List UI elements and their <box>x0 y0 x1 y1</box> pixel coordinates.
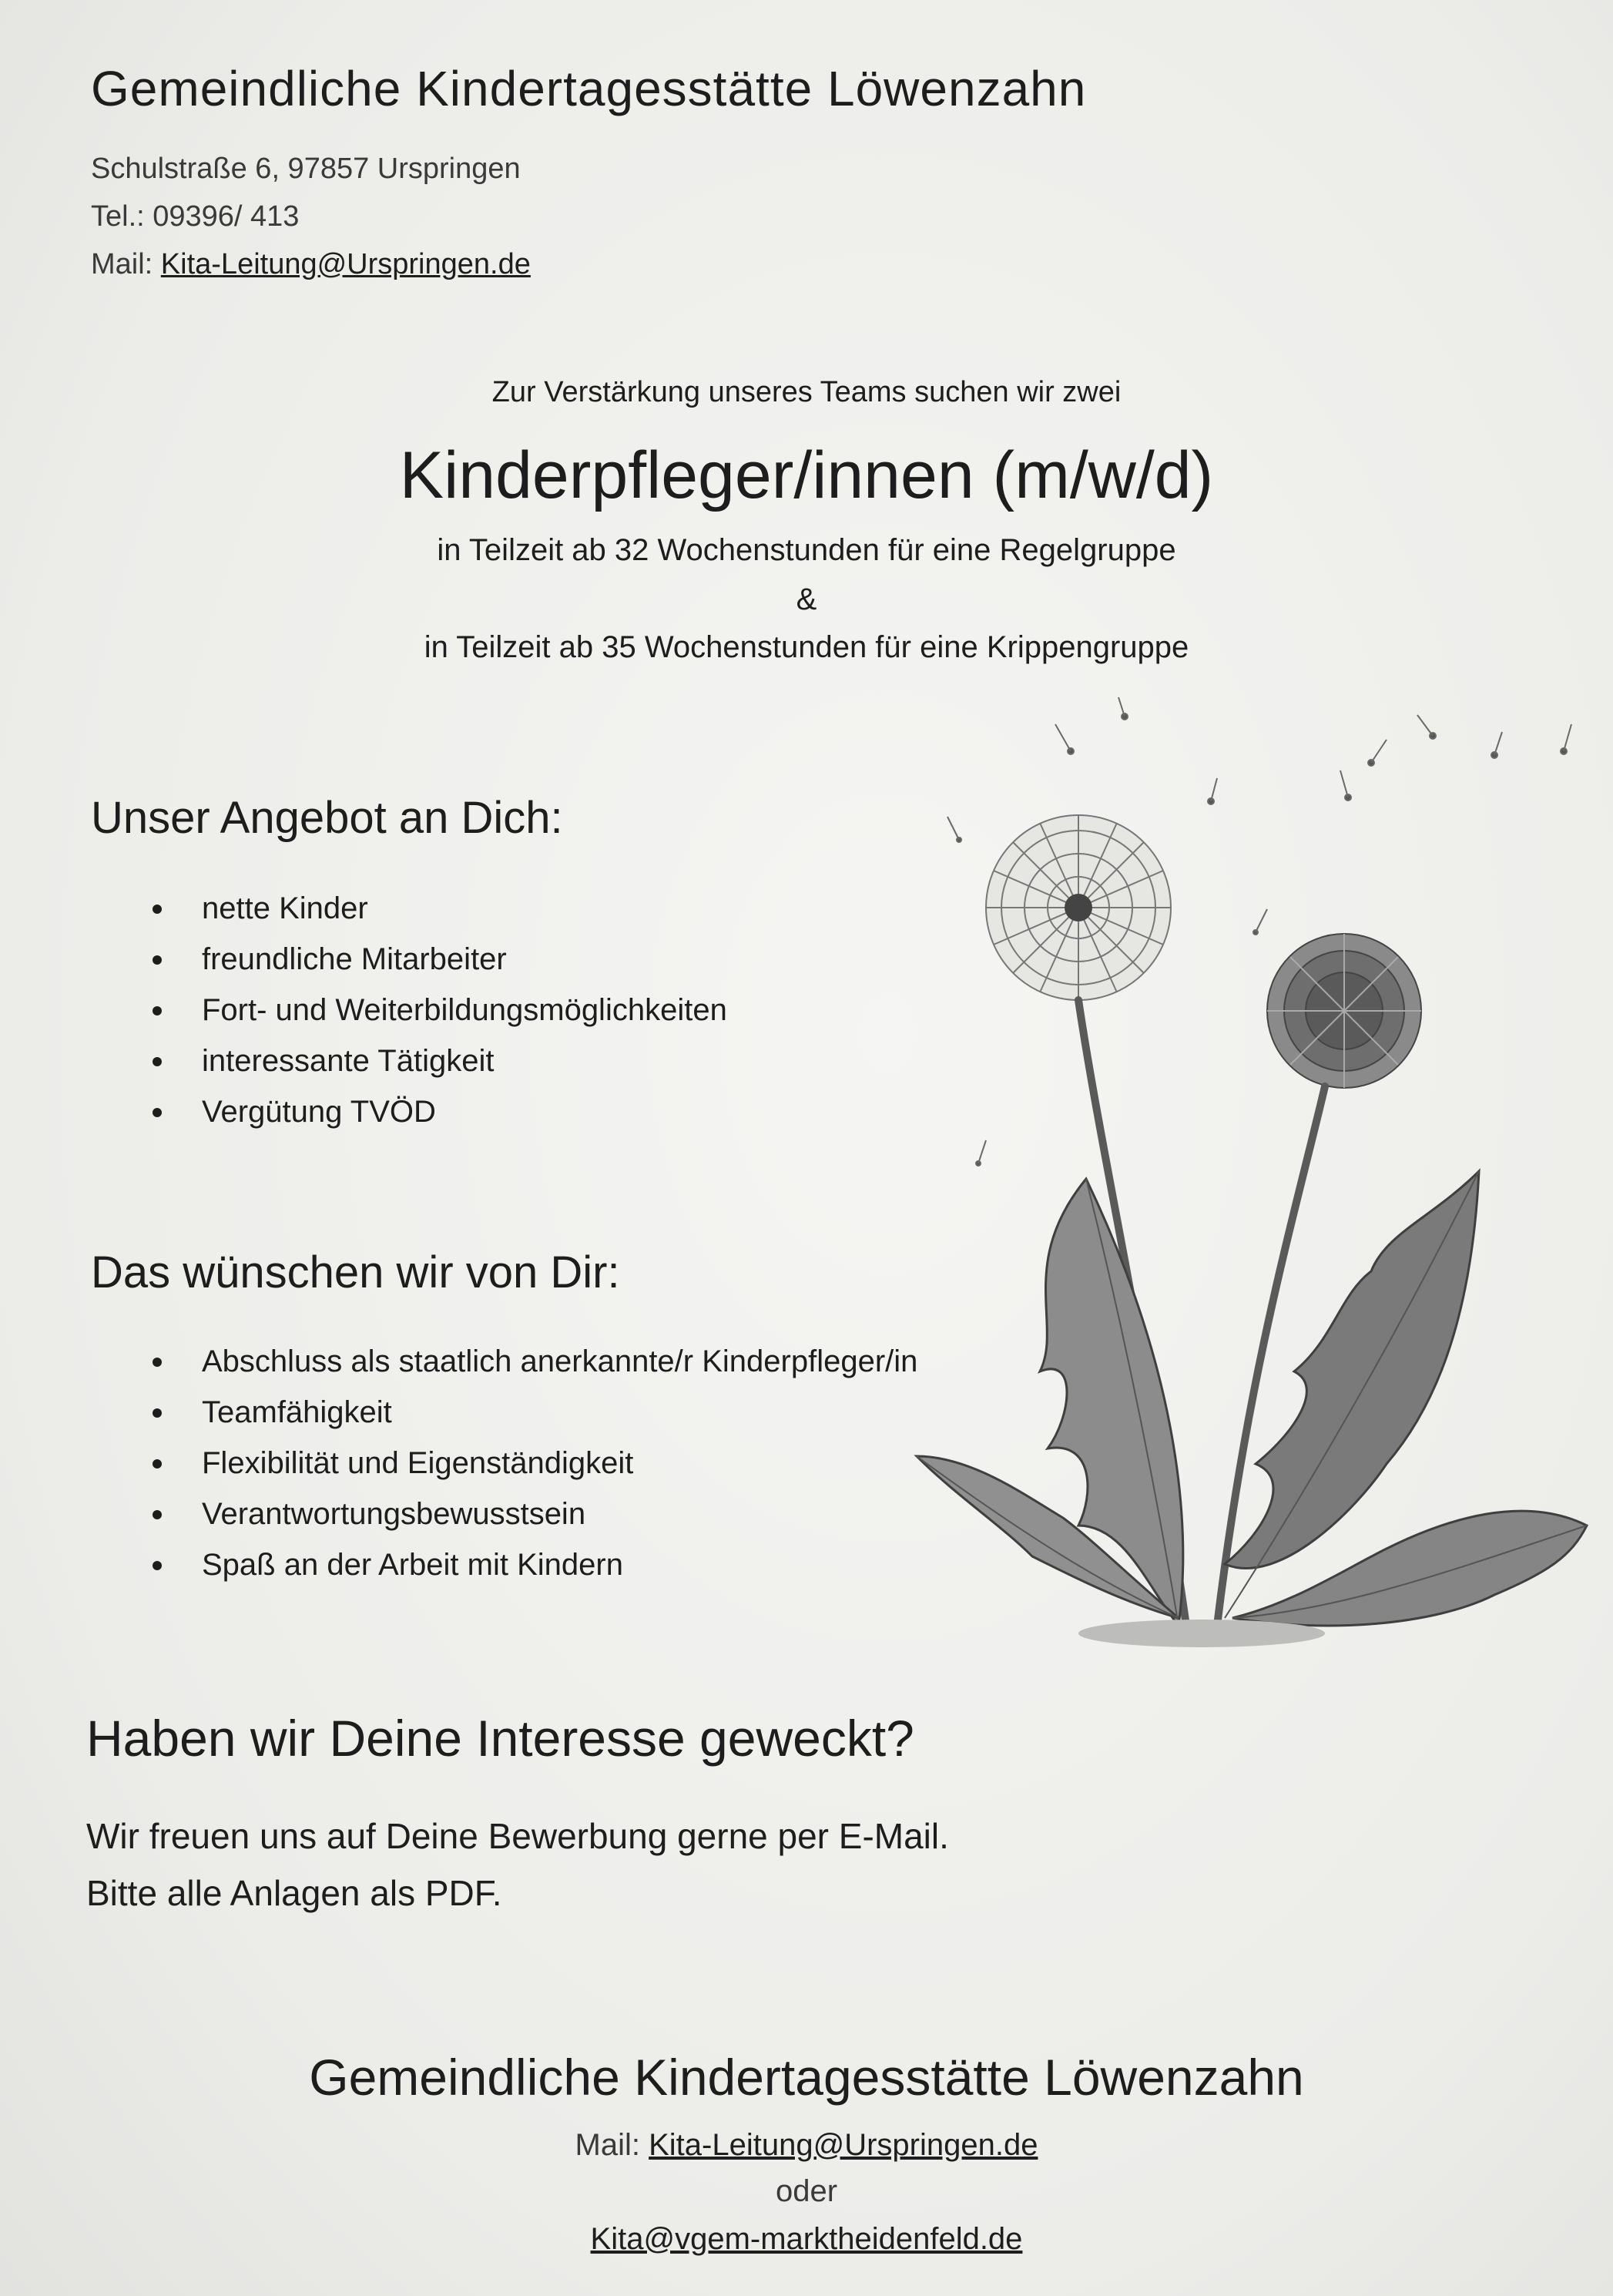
interest-line-2: Bitte alle Anlagen als PDF. <box>86 1873 502 1913</box>
job-line-2: in Teilzeit ab 35 Wochenstunden für eine Krippengruppe <box>424 630 1189 664</box>
footer-mail-label: Mail: <box>575 2128 649 2162</box>
bullet-icon <box>92 1086 202 1137</box>
wish-item-text: Flexibilität und Eigenständigkeit <box>202 1446 634 1480</box>
list-item <box>92 1036 727 1086</box>
wish-item-text: Verantwortungsbewusstsein <box>202 1497 586 1531</box>
list-item <box>92 1539 917 1590</box>
flower-head <box>1267 934 1421 1088</box>
address-block <box>91 145 531 288</box>
offer-heading: Unser Angebot an Dich: <box>91 793 563 843</box>
list-item <box>92 1086 727 1137</box>
job-line-1: in Teilzeit ab 32 Wochenstunden für eine Regelgruppe <box>437 533 1176 567</box>
offer-item-text: Vergütung TVÖD <box>202 1095 436 1129</box>
wish-item-text: Spaß an der Arbeit mit Kindern <box>202 1548 623 1582</box>
ground-shadow <box>1078 1620 1325 1647</box>
wishes-heading: Das wünschen wir von Dir: <box>91 1247 620 1297</box>
bullet-icon <box>92 1387 202 1438</box>
interest-text <box>86 1808 949 1922</box>
bullet-icon <box>92 985 202 1036</box>
footer-mail2-link[interactable]: Kita@vgem-marktheidenfeld.de <box>590 2222 1023 2256</box>
job-ampersand: & <box>796 582 817 616</box>
footer-mail-link[interactable]: Kita-Leitung@Urspringen.de <box>649 2128 1038 2162</box>
footer-org-name: Gemeindliche Kindertagesstätte Löwenzahn <box>309 2049 1304 2106</box>
interest-heading: Haben wir Deine Interesse geweckt? <box>86 1710 914 1767</box>
org-name: Gemeindliche Kindertagesstätte Löwenzahn <box>91 61 1087 116</box>
offer-item-text: interessante Tätigkeit <box>202 1044 495 1078</box>
bullet-icon <box>92 1489 202 1539</box>
bullet-icon <box>92 1438 202 1489</box>
wishes-list <box>92 1336 917 1590</box>
dandelion-illustration <box>894 678 1613 1680</box>
list-item <box>92 883 727 934</box>
mail-label: Mail: <box>91 248 161 280</box>
bullet-icon <box>92 883 202 934</box>
list-item <box>92 1489 917 1539</box>
wish-item-text: Teamfähigkeit <box>202 1395 392 1429</box>
job-title: Kinderpfleger/innen (m/w/d) <box>399 438 1214 512</box>
mail-line <box>91 240 531 288</box>
bullet-icon <box>92 1036 202 1086</box>
seed-head <box>986 815 1171 1000</box>
offer-item-text: nette Kinder <box>202 891 368 925</box>
footer-or: oder <box>775 2174 838 2208</box>
bullet-icon <box>92 934 202 985</box>
intro-text: Zur Verstärkung unseres Teams suchen wir zwei <box>491 376 1122 408</box>
footer-mail2-line <box>0 2222 1613 2257</box>
offer-item-text: freundliche Mitarbeiter <box>202 942 507 976</box>
bullet-icon <box>92 1539 202 1590</box>
interest-line-1: Wir freuen uns auf Deine Bewerbung gerne per E-Mail. <box>86 1816 949 1856</box>
footer-mail-line <box>0 2128 1613 2163</box>
offer-item-text: Fort- und Weiterbildungsmöglichkeiten <box>202 993 727 1027</box>
offer-list <box>92 883 727 1137</box>
mail-link[interactable]: Kita-Leitung@Urspringen.de <box>160 248 531 280</box>
list-item <box>92 985 727 1036</box>
address: Schulstraße 6, 97857 Urspringen <box>91 153 521 185</box>
phone: Tel.: 09396/ 413 <box>91 200 300 233</box>
list-item <box>92 1336 917 1387</box>
list-item <box>92 1438 917 1489</box>
list-item <box>92 1387 917 1438</box>
bullet-icon <box>92 1336 202 1387</box>
wish-item-text: Abschluss als staatlich anerkannte/r Kinderpfleger/in <box>202 1344 918 1378</box>
list-item <box>92 934 727 985</box>
